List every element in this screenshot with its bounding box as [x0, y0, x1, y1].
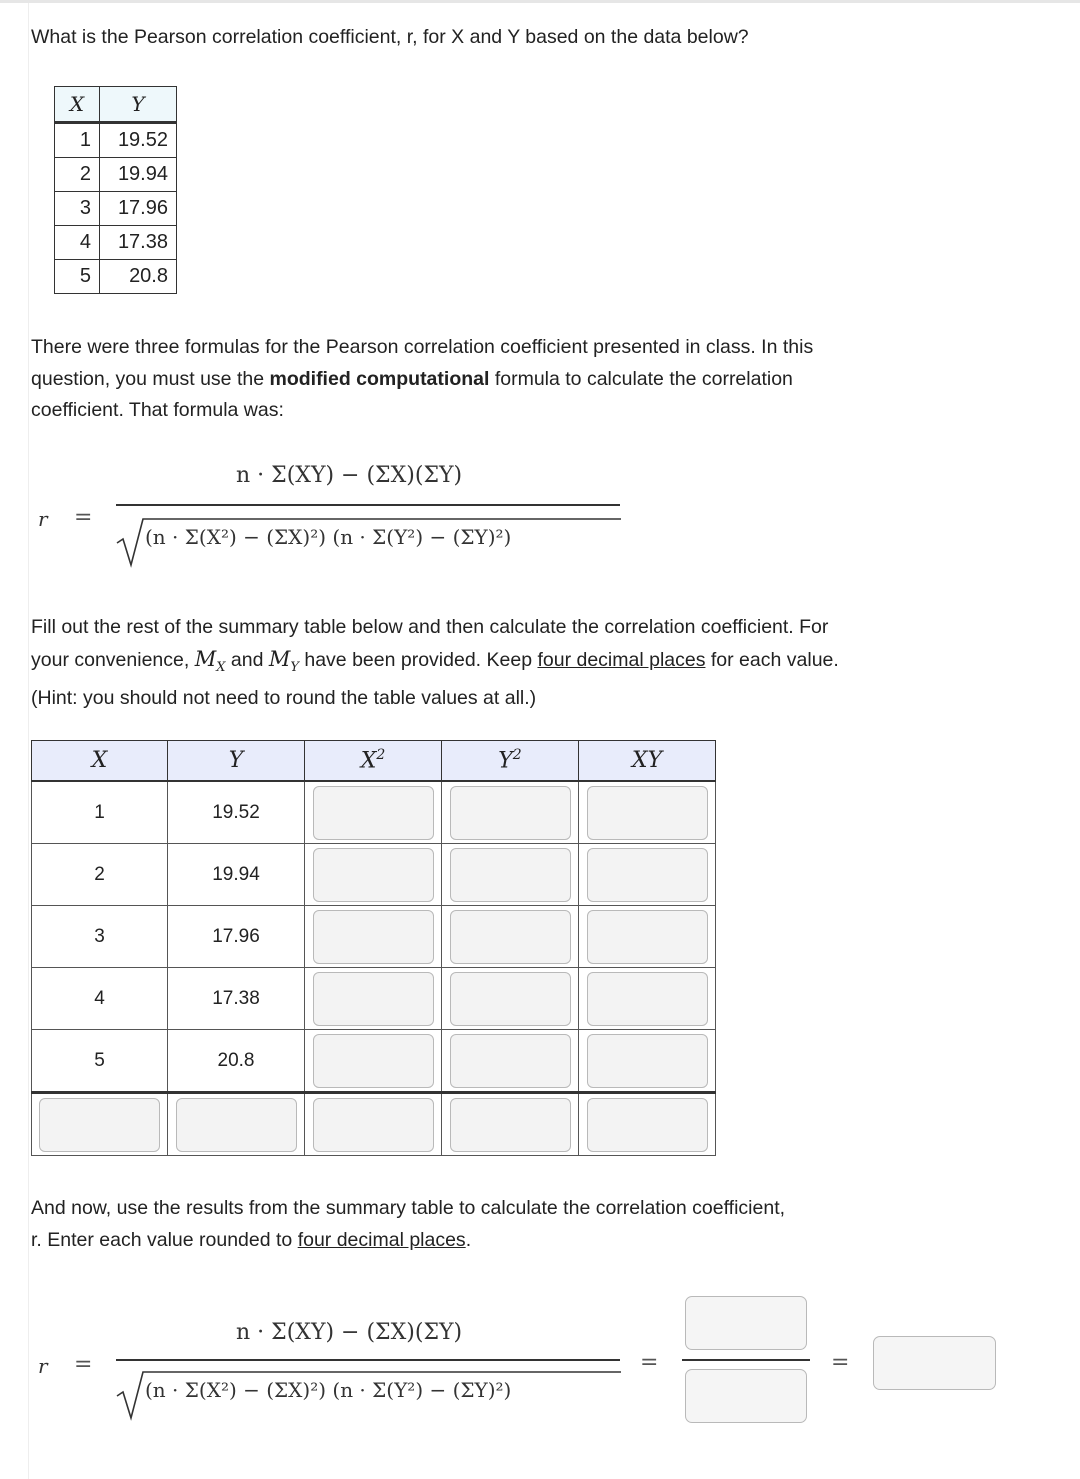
sum-x2-total-cell [305, 1093, 442, 1156]
x2-input[interactable] [313, 1034, 434, 1088]
formula-numerator: n · Σ(XY) − (ΣX)(ΣY) [236, 1320, 463, 1345]
cell-y: 17.38 [100, 226, 177, 260]
table-row [55, 260, 177, 294]
sum-x-value: 1 [32, 781, 168, 844]
x2-cell [305, 968, 442, 1030]
formula-r: r [38, 1354, 48, 1378]
final-text-1: And now, use the results from the summary table to calculate the correlation coefficient, r. Enter each value rounded to [31, 1197, 786, 1251]
sum-x2-total-input[interactable] [313, 1098, 434, 1152]
cell-x: 1 [55, 123, 100, 158]
instructions-paragraph [31, 612, 861, 714]
x2-input[interactable] [313, 786, 434, 840]
sum-y-value: 19.94 [168, 844, 305, 906]
y2-input[interactable] [450, 1034, 571, 1088]
instructions-text-1: Fill out the rest of the summary table below and then calculate the correlation coefficient. For your convenience, [31, 616, 829, 671]
xy-input[interactable] [587, 786, 708, 840]
final-paragraph [31, 1193, 791, 1256]
my-symbol: M [268, 646, 291, 671]
table-row [55, 226, 177, 260]
numerator-answer-input[interactable] [685, 1296, 807, 1350]
summary-table [31, 740, 716, 1156]
sum-y-value: 20.8 [168, 1030, 305, 1093]
sum-x-value: 2 [32, 844, 168, 906]
sum-x-total-cell [32, 1093, 168, 1156]
header-x: X [55, 87, 100, 123]
x2-cell [305, 844, 442, 906]
answer-fraction-bar [682, 1359, 810, 1361]
table-row [32, 968, 716, 1030]
xy-cell [579, 781, 716, 844]
y2-cell [442, 968, 579, 1030]
question-text: What is the Pearson correlation coefficient, r, for X and Y based on the data below? [31, 26, 749, 48]
formula-denominator [115, 1366, 625, 1418]
sum-xy-total-input[interactable] [587, 1098, 708, 1152]
summary-header-row [32, 741, 716, 782]
sum-header-y2: $Y^2$ [442, 741, 579, 782]
denominator-text: (n · Σ(X²) − (ΣX)²) (n · Σ(Y²) − (ΣY)²) [145, 525, 512, 549]
cell-y: 17.96 [100, 192, 177, 226]
data-table-header [55, 87, 177, 123]
sum-header-xy: XY [579, 741, 716, 782]
sum-y-value: 17.38 [168, 968, 305, 1030]
cell-x: 5 [55, 260, 100, 294]
final-text-2: . [465, 1228, 472, 1251]
sum-xy-total-cell [579, 1093, 716, 1156]
x2-cell [305, 1030, 442, 1093]
sum-x-value: 4 [32, 968, 168, 1030]
table-row [32, 1030, 716, 1093]
xy-cell [579, 844, 716, 906]
fraction-bar [116, 504, 620, 506]
y2-cell [442, 844, 579, 906]
final-underlined: four decimal places [297, 1228, 466, 1251]
y2-input[interactable] [450, 910, 571, 964]
xy-input[interactable] [587, 972, 708, 1026]
sum-header-y: Y [168, 741, 305, 782]
cell-y: 19.52 [100, 123, 177, 158]
x2-cell [305, 906, 442, 968]
instructions-text-2: have been provided. Keep [298, 648, 538, 671]
x2-cell [305, 781, 442, 844]
denominator-answer-input[interactable] [685, 1369, 807, 1423]
xy-input[interactable] [587, 848, 708, 902]
y2-input[interactable] [450, 848, 571, 902]
formula-block [0, 455, 700, 575]
y2-input[interactable] [450, 786, 571, 840]
xy-cell [579, 906, 716, 968]
final-formula-block [0, 1314, 700, 1434]
cell-y: 19.94 [100, 158, 177, 192]
formula-equals: = [74, 1352, 93, 1377]
table-row [55, 192, 177, 226]
table-row [32, 781, 716, 844]
cell-y: 20.8 [100, 260, 177, 294]
cell-x: 3 [55, 192, 100, 226]
xy-cell [579, 968, 716, 1030]
equals-sign-2: = [640, 1350, 659, 1375]
cell-x: 2 [55, 158, 100, 192]
table-row [32, 906, 716, 968]
intro-text-1: There were three formulas for the Pearson correlation coefficient presented in class. In this question, you must use the [31, 336, 814, 390]
xy-cell [579, 1030, 716, 1093]
four-decimal-places-emphasis: four decimal places [537, 648, 706, 671]
mx-symbol: M [194, 646, 217, 671]
formula-r: r [38, 507, 48, 531]
equals-sign-3: = [831, 1350, 850, 1375]
fraction-bar [116, 1359, 620, 1361]
x2-input[interactable] [313, 848, 434, 902]
sum-y2-total-input[interactable] [450, 1098, 571, 1152]
header-y: Y [100, 87, 177, 123]
intro-bold: modified computational [269, 367, 490, 390]
formula-numerator: n · Σ(XY) − (ΣX)(ΣY) [236, 463, 463, 488]
table-row [32, 844, 716, 906]
table-row [55, 123, 177, 158]
instructions-and: and [225, 648, 269, 671]
sum-y-value: 19.52 [168, 781, 305, 844]
sum-y-value: 17.96 [168, 906, 305, 968]
sum-y2-total-cell [442, 1093, 579, 1156]
xy-input[interactable] [587, 1034, 708, 1088]
sum-header-x: X [32, 741, 168, 782]
instructions-text-3: for each value. (Hint: you should not need to round the table values at all.) [31, 648, 839, 709]
top-border [0, 0, 1080, 3]
sum-y-total-input[interactable] [176, 1098, 297, 1152]
cell-x: 4 [55, 226, 100, 260]
totals-row [32, 1093, 716, 1156]
my-subscript: Y [290, 659, 299, 675]
sum-header-x2: $X^2$ [305, 741, 442, 782]
y2-input[interactable] [450, 972, 571, 1026]
left-rule [28, 3, 29, 1479]
formula-denominator [115, 513, 625, 565]
xy-input[interactable] [587, 910, 708, 964]
formula-equals: = [74, 505, 93, 530]
y2-cell [442, 1030, 579, 1093]
denominator-text: (n · Σ(X²) − (ΣX)²) (n · Σ(Y²) − (ΣY)²) [145, 1378, 512, 1402]
intro-text-2: formula to calculate the correlation coefficient. That formula was: [31, 367, 793, 421]
r-answer-input[interactable] [873, 1336, 996, 1390]
intro-paragraph [31, 332, 861, 427]
sum-x-value: 3 [32, 906, 168, 968]
x2-input[interactable] [313, 972, 434, 1026]
data-table [54, 86, 177, 294]
sum-x-total-input[interactable] [39, 1098, 160, 1152]
table-row [55, 158, 177, 192]
y2-cell [442, 781, 579, 844]
x2-input[interactable] [313, 910, 434, 964]
sum-y-total-cell [168, 1093, 305, 1156]
sum-x-value: 5 [32, 1030, 168, 1093]
y2-cell [442, 906, 579, 968]
mx-subscript: X [216, 659, 226, 675]
